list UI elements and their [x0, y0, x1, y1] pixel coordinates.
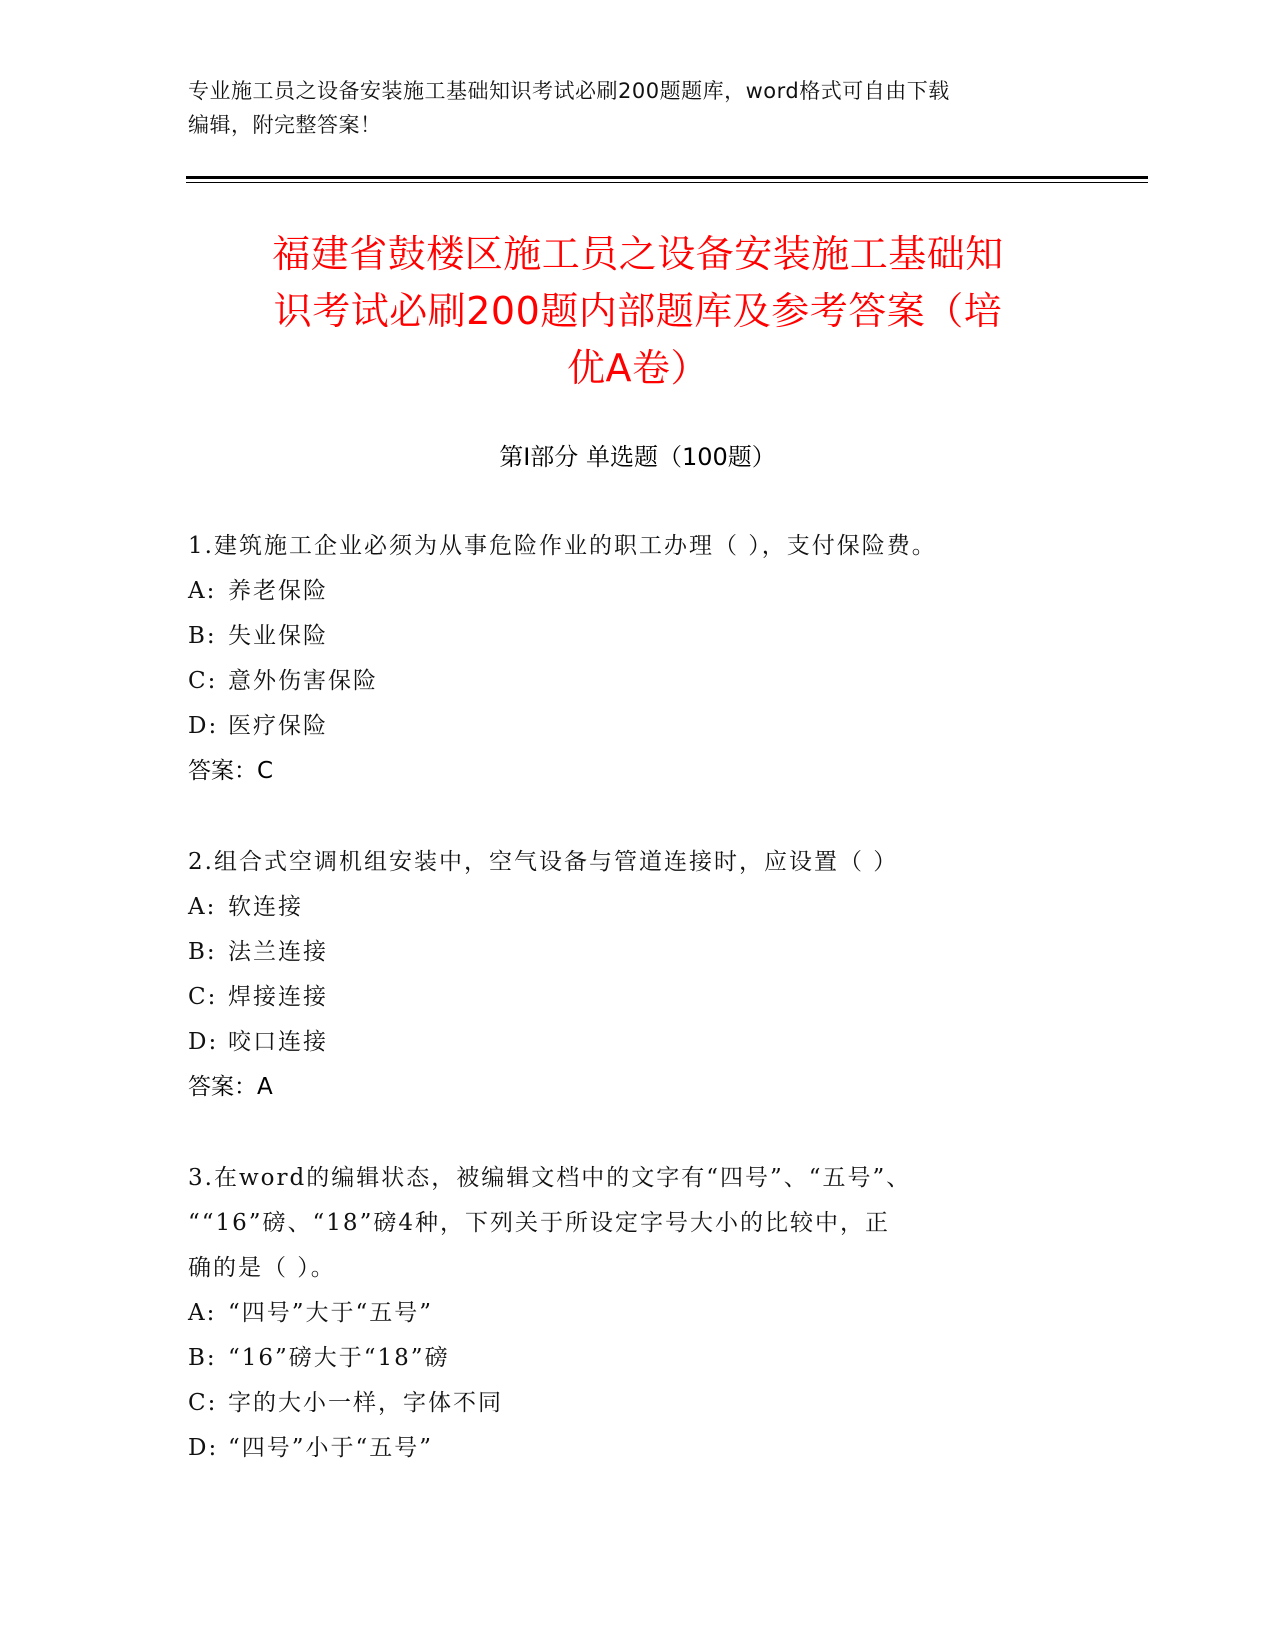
option-text: 咬口连接 — [228, 1029, 328, 1055]
question-text: 2.组合式空调机组安装中，空气设备与管道连接时，应设置（ ） — [188, 849, 899, 875]
option-letter: A: — [188, 894, 217, 920]
answer-label: 答案：C — [188, 758, 274, 784]
question-3 — [188, 1156, 1068, 1471]
option-a — [188, 569, 1068, 614]
option-text: 字的大小一样，字体不同 — [228, 1390, 503, 1416]
header-note-line1: 专业施工员之设备安装施工基础知识考试必刷200题题库，word格式可自由下载 — [188, 79, 950, 103]
question-list — [188, 524, 1068, 1517]
option-c — [188, 659, 1068, 704]
document-title-line1: 福建省鼓楼区施工员之设备安装施工基础知 — [272, 232, 1004, 276]
option-letter: C: — [188, 984, 218, 1010]
question-1 — [188, 524, 1068, 794]
option-text: “四号”小于“五号” — [228, 1435, 434, 1461]
option-text: 软连接 — [228, 894, 303, 920]
option-a — [188, 1291, 1068, 1336]
option-text: 焊接连接 — [228, 984, 328, 1010]
answer-label: 答案：A — [188, 1074, 273, 1100]
option-a — [188, 885, 1068, 930]
option-d — [188, 1020, 1068, 1065]
option-b — [188, 930, 1068, 975]
option-letter: D: — [188, 713, 219, 739]
option-text: 失业保险 — [228, 623, 328, 649]
question-text-line3: 确的是（ ）。 — [188, 1255, 336, 1281]
document-title — [190, 226, 1086, 397]
option-text: “四号”大于“五号” — [228, 1300, 434, 1326]
question-text-line1: 3.在word的编辑状态，被编辑文档中的文字有“四号”、“五号”、 — [188, 1165, 912, 1191]
section-heading: 第I部分 单选题（100题） — [499, 443, 776, 471]
question-text-line2: ““16”磅、“18”磅4种，下列关于所设定字号大小的比较中，正 — [188, 1210, 890, 1236]
option-text: 意外伤害保险 — [228, 668, 378, 694]
option-letter: A: — [188, 1300, 217, 1326]
option-letter: D: — [188, 1435, 219, 1461]
option-letter: C: — [188, 1390, 218, 1416]
option-c — [188, 975, 1068, 1020]
option-letter: D: — [188, 1029, 219, 1055]
option-b — [188, 614, 1068, 659]
option-letter: A: — [188, 578, 217, 604]
option-letter: B: — [188, 1345, 217, 1371]
header-note-line2: 编辑，附完整答案！ — [188, 113, 382, 137]
option-d — [188, 704, 1068, 749]
document-title-line2: 识考试必刷200题内部题库及参考答案（培 — [273, 289, 1003, 333]
option-text: 医疗保险 — [228, 713, 328, 739]
document-title-line3: 优A卷） — [567, 346, 709, 390]
option-letter: C: — [188, 668, 218, 694]
option-letter: B: — [188, 939, 217, 965]
question-text: 1.建筑施工企业必须为从事危险作业的职工办理（ ），支付保险费。 — [188, 533, 937, 559]
header-divider-thin — [186, 182, 1148, 183]
header-divider-thick — [186, 176, 1148, 179]
option-text: “16”磅大于“18”磅 — [228, 1345, 450, 1371]
question-2 — [188, 840, 1068, 1110]
header-note — [188, 74, 1088, 142]
option-text: 法兰连接 — [228, 939, 328, 965]
option-letter: B: — [188, 623, 217, 649]
option-text: 养老保险 — [228, 578, 328, 604]
option-d — [188, 1426, 1068, 1471]
option-b — [188, 1336, 1068, 1381]
option-c — [188, 1381, 1068, 1426]
